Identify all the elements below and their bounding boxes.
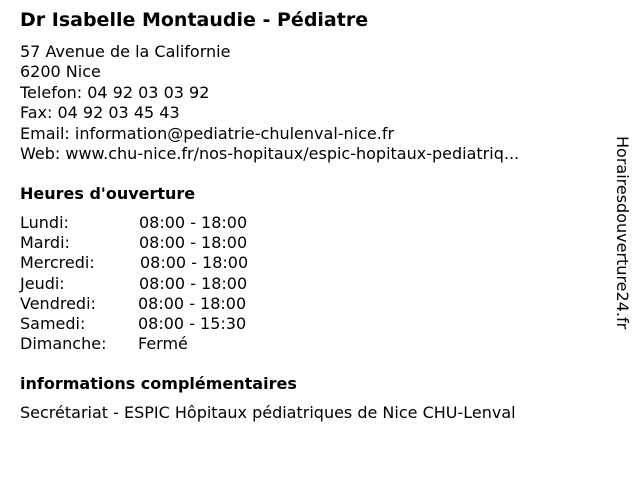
day-time: 08:00 - 18:00 [139, 233, 248, 253]
day-label: Mardi: [20, 233, 70, 253]
website: Web: www.chu-nice.fr/nos-hopitaux/espic-hopitaux-pediatriq... [20, 144, 520, 164]
info-heading: informations complémentaires [20, 374, 297, 393]
watermark-text: Horairesdouverture24.fr [613, 136, 632, 330]
day-label: Mercredi: [20, 253, 95, 273]
address-city: 6200 Nice [20, 62, 101, 82]
day-label: Vendredi: [20, 293, 96, 313]
phone-number: Telefon: 04 92 03 03 92 [20, 82, 210, 102]
day-label: Dimanche: [20, 334, 107, 354]
hours-heading: Heures d'ouverture [20, 184, 196, 203]
day-label: Lundi: [20, 213, 69, 232]
page-title: Dr Isabelle Montaudie - Pédiatre [20, 9, 369, 31]
day-time: 08:00 - 18:00 [138, 293, 247, 313]
day-time: 08:00 - 18:00 [140, 253, 249, 273]
day-time: 08:00 - 18:00 [139, 213, 248, 232]
day-label: Samedi: [20, 313, 86, 333]
address-street: 57 Avenue de la Californie [20, 42, 231, 61]
email-address: Email: information@pediatrie-chulenval-nice.fr [20, 123, 395, 143]
fax-number: Fax: 04 92 03 45 43 [20, 103, 180, 123]
day-time: Fermé [138, 334, 188, 354]
day-label: Jeudi: [20, 273, 65, 293]
info-text: Secrétariat - ESPIC Hôpitaux pédiatriques de Nice CHU-Lenval [20, 403, 516, 422]
day-time: 08:00 - 18:00 [139, 273, 248, 293]
watermark [612, 136, 632, 372]
day-time: 08:00 - 15:30 [138, 313, 247, 333]
contact-block [20, 42, 519, 164]
